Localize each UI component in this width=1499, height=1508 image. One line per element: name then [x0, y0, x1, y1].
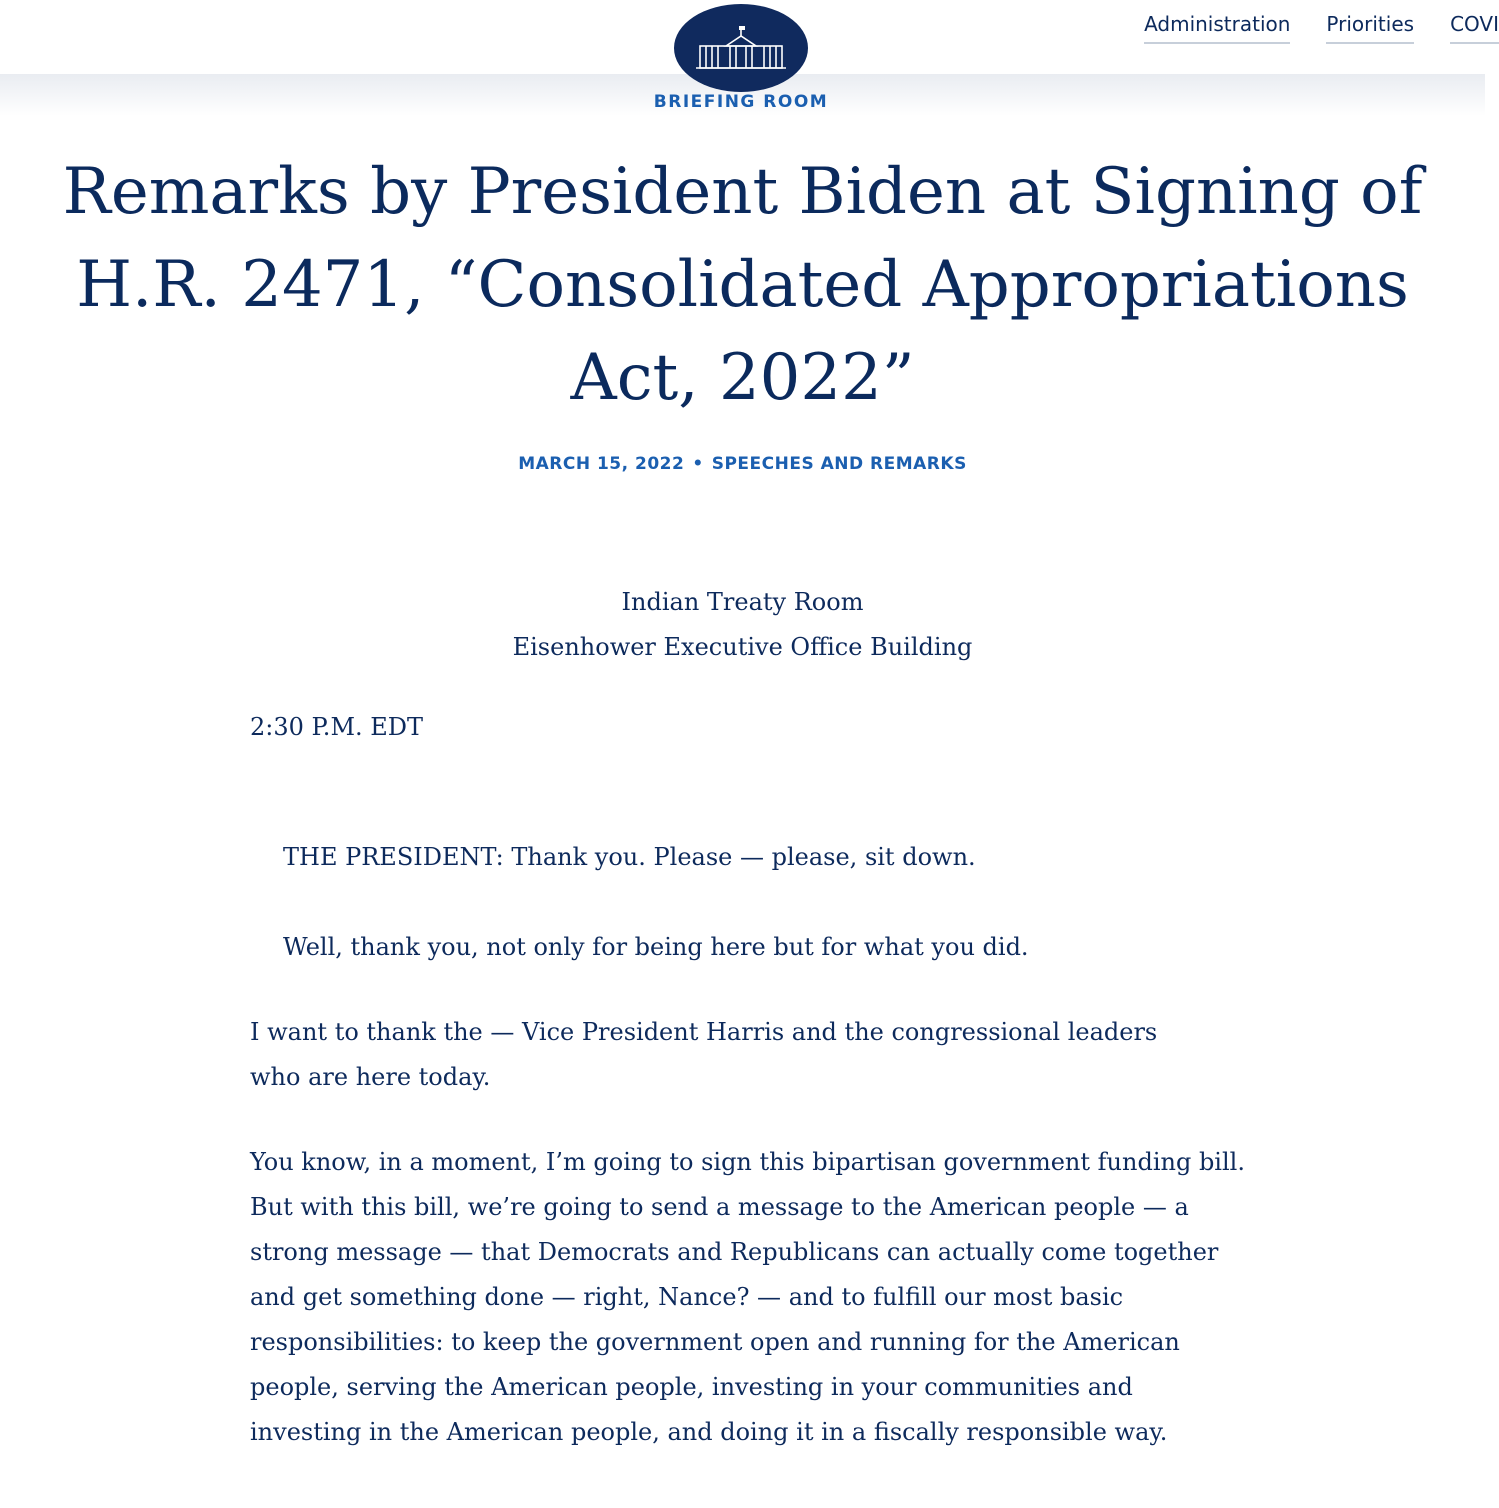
white-house-icon [686, 18, 796, 78]
article-date: MARCH 15, 2022 [518, 454, 685, 474]
nav-item-administration[interactable]: Administration [1144, 12, 1290, 44]
location-block [0, 580, 1485, 670]
article-meta [0, 454, 1485, 474]
paragraph [250, 1140, 1250, 1455]
location-building: Eisenhower Executive Office Building [512, 633, 973, 661]
nav-item-covid[interactable]: COVI [1450, 12, 1499, 44]
paragraph-text: THE PRESIDENT: Thank you. Please — please, sit down. [283, 843, 976, 871]
nav-item-priorities[interactable]: Priorities [1326, 12, 1414, 44]
time-text: 2:30 P.M. EDT [250, 713, 424, 741]
brand-label[interactable]: BRIEFING ROOM [653, 92, 829, 112]
paragraph-text: I want to thank the — Vice President Harris and the congressional leaders who are here today. [250, 1018, 1158, 1091]
paragraph [250, 925, 1250, 970]
location-room: Indian Treaty Room [621, 588, 864, 616]
white-house-logo[interactable] [674, 4, 808, 92]
page-title: Remarks by President Biden at Signing of H.R. 2471, “Consolidated Appropriations Act, 2022” [62, 155, 1423, 415]
paragraph [250, 835, 1250, 880]
meta-separator: • [692, 454, 704, 474]
paragraph-text: You know, in a moment, I’m going to sign this bipartisan government funding bill. But with this bill, we’re going to send a message to the American people — a strong message — that Democrats and Republicans can actually come together and get something done — right, Nance? — and to fulfill our most basic responsibilities: to keep the government open and running for the American people, serving the American people, investing in your communities and investing in the American people, and doing it in a fiscally responsible way. [250, 1148, 1245, 1446]
time-stamp [250, 705, 1250, 750]
category-link[interactable]: SPEECHES AND REMARKS [711, 454, 967, 474]
paragraph-text: Well, thank you, not only for being here but for what you did. [283, 933, 1029, 961]
main-nav [1144, 12, 1499, 44]
paragraph [250, 1010, 1210, 1100]
